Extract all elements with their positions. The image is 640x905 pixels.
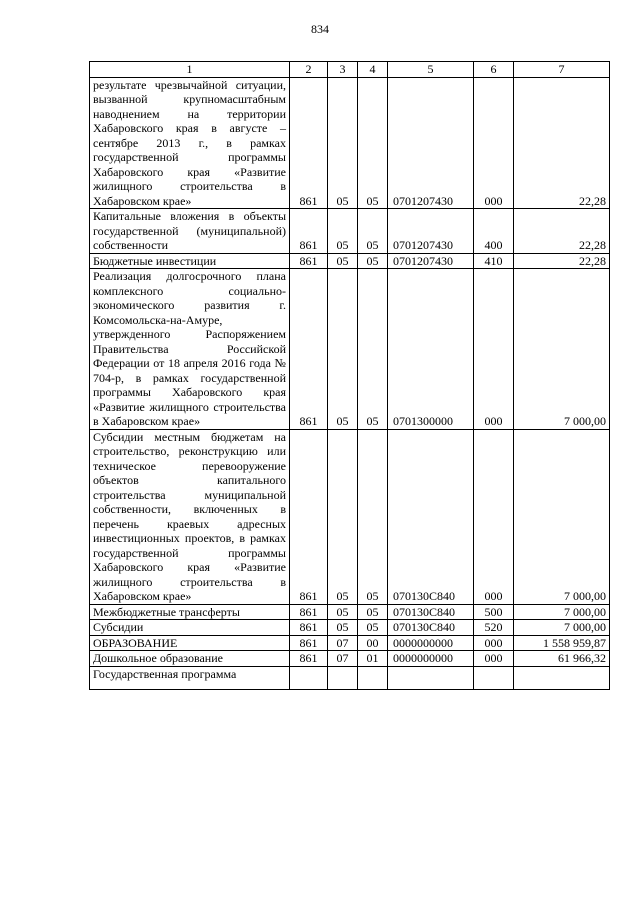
row-target-article: 0701207430	[388, 253, 474, 269]
row-code: 861	[290, 429, 328, 604]
row-code: 861	[290, 253, 328, 269]
row-subsection: 05	[358, 209, 388, 254]
row-section: 07	[328, 635, 358, 651]
row-code: 861	[290, 209, 328, 254]
row-subsection: 05	[358, 77, 388, 209]
page-number: 834	[311, 22, 329, 36]
table-row	[90, 253, 610, 269]
row-amount: 1 558 959,87	[514, 635, 610, 651]
budget-table	[89, 61, 610, 690]
row-expense-type: 410	[474, 253, 514, 269]
header-col-3: 3	[328, 62, 358, 78]
row-target-article: 0701207430	[388, 209, 474, 254]
table-row	[90, 269, 610, 430]
row-amount: 22,28	[514, 253, 610, 269]
row-amount: 61 966,32	[514, 651, 610, 667]
row-name: результате чрезвычайной ситуации, вызванной крупномасштабным наводнением на территории Хабаровского края в августе – сентябре 2013 г., в рамках государственной программы Хабаровского края «Развитие жилищного строительства в Хабаровском крае»	[90, 77, 290, 209]
row-name: Межбюджетные трансферты	[90, 604, 290, 620]
table-row	[90, 77, 610, 209]
row-expense-type: 000	[474, 635, 514, 651]
row-subsection: 05	[358, 604, 388, 620]
row-target-article: 0000000000	[388, 651, 474, 667]
row-section: 05	[328, 429, 358, 604]
table-row	[90, 666, 610, 689]
row-section: 05	[328, 604, 358, 620]
row-subsection	[358, 666, 388, 689]
row-amount: 7 000,00	[514, 429, 610, 604]
table-row	[90, 651, 610, 667]
row-name: Субсидии	[90, 620, 290, 636]
row-name: Государственная программа	[90, 666, 290, 689]
row-section: 05	[328, 620, 358, 636]
row-code: 861	[290, 604, 328, 620]
table-row	[90, 209, 610, 254]
row-code: 861	[290, 651, 328, 667]
row-subsection: 05	[358, 429, 388, 604]
row-code: 861	[290, 635, 328, 651]
row-name: Реализация долгосрочного плана комплексного социально-экономического развития г. Комсомольска-на-Амуре, утвержденного Распоряжением Правительства Российской Федерации от 18 апреля 2016 года № 704-р, в рамках государственной программы Хабаровского края «Развитие жилищного строительства в Хабаровском крае»	[90, 269, 290, 430]
row-section: 05	[328, 253, 358, 269]
header-col-4: 4	[358, 62, 388, 78]
row-target-article: 0000000000	[388, 635, 474, 651]
table-row	[90, 429, 610, 604]
row-target-article: 070130С840	[388, 604, 474, 620]
row-amount: 22,28	[514, 77, 610, 209]
row-code: 861	[290, 269, 328, 430]
table-row	[90, 620, 610, 636]
row-section: 07	[328, 651, 358, 667]
header-col-1: 1	[90, 62, 290, 78]
row-expense-type: 000	[474, 269, 514, 430]
row-expense-type: 000	[474, 651, 514, 667]
row-expense-type: 000	[474, 77, 514, 209]
row-subsection: 00	[358, 635, 388, 651]
row-code	[290, 666, 328, 689]
row-subsection: 05	[358, 620, 388, 636]
table-header-row	[90, 62, 610, 78]
table-row	[90, 604, 610, 620]
row-expense-type: 520	[474, 620, 514, 636]
row-subsection: 05	[358, 253, 388, 269]
row-amount	[514, 666, 610, 689]
row-target-article: 0701207430	[388, 77, 474, 209]
header-col-2: 2	[290, 62, 328, 78]
row-subsection: 01	[358, 651, 388, 667]
row-target-article: 070130С840	[388, 429, 474, 604]
row-name: Капитальные вложения в объекты государственной (муниципальной) собственности	[90, 209, 290, 254]
row-subsection: 05	[358, 269, 388, 430]
header-col-5: 5	[388, 62, 474, 78]
table-row	[90, 635, 610, 651]
row-amount: 7 000,00	[514, 604, 610, 620]
row-target-article: 070130С840	[388, 620, 474, 636]
row-section	[328, 666, 358, 689]
row-name: ОБРАЗОВАНИЕ	[90, 635, 290, 651]
row-expense-type: 000	[474, 429, 514, 604]
row-target-article: 0701300000	[388, 269, 474, 430]
row-amount: 22,28	[514, 209, 610, 254]
row-target-article	[388, 666, 474, 689]
row-expense-type: 500	[474, 604, 514, 620]
row-expense-type: 400	[474, 209, 514, 254]
row-section: 05	[328, 269, 358, 430]
row-code: 861	[290, 620, 328, 636]
row-name: Бюджетные инвестиции	[90, 253, 290, 269]
row-amount: 7 000,00	[514, 620, 610, 636]
row-name: Дошкольное образование	[90, 651, 290, 667]
row-section: 05	[328, 77, 358, 209]
header-col-6: 6	[474, 62, 514, 78]
row-expense-type	[474, 666, 514, 689]
row-name: Субсидии местным бюджетам на строительство, реконструкцию или техническое перевооружение объектов капитального строительства муниципальной собственности, включенных в перечень краевых адресных инвестиционных проектов, в рамках государственной программы Хабаровского края «Развитие жилищного строительства в Хабаровском крае»	[90, 429, 290, 604]
header-col-7: 7	[514, 62, 610, 78]
row-code: 861	[290, 77, 328, 209]
row-amount: 7 000,00	[514, 269, 610, 430]
row-section: 05	[328, 209, 358, 254]
